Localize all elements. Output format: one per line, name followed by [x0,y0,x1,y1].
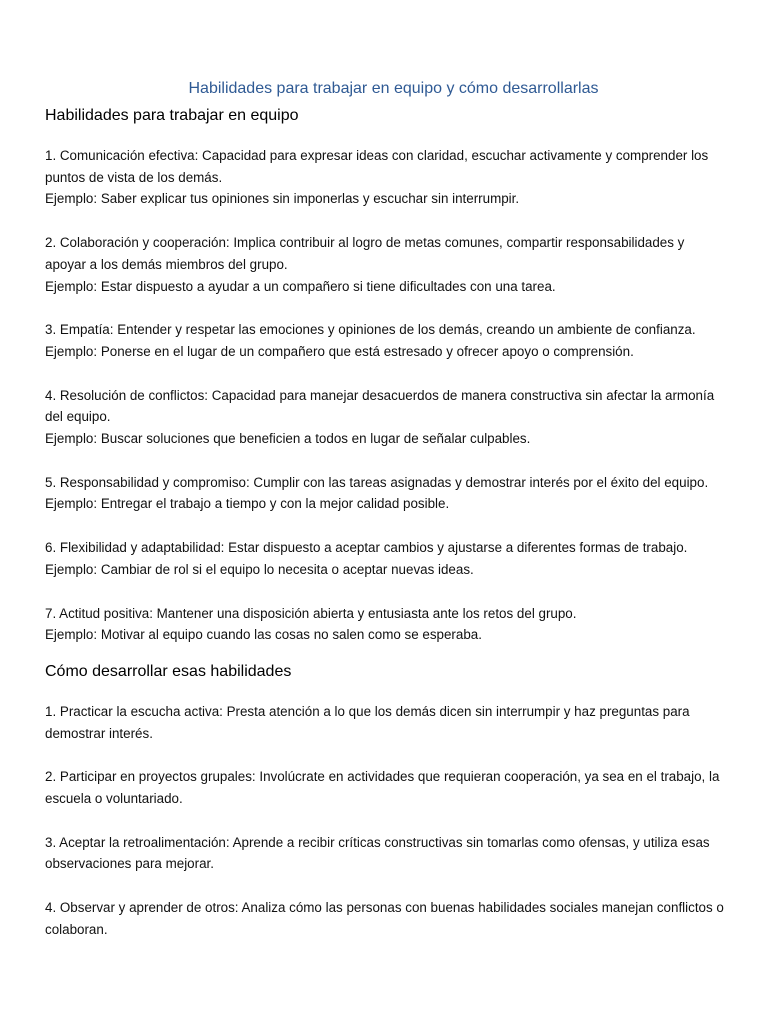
development-description: 4. Observar y aprender de otros: Analiza cómo las personas con buenas habilidades sociales manejan conflictos o colaboran. [45,900,724,937]
development-description: 3. Aceptar la retroalimentación: Aprende a recibir críticas constructivas sin tomarlas como ofensas, y utiliza esas observaciones para mejorar. [45,834,710,872]
development-item [45,701,724,744]
development-item [45,766,724,809]
skill-item [45,537,724,580]
skill-description: 6. Flexibilidad y adaptabilidad: Estar dispuesto a aceptar cambios y ajustarse a diferentes formas de trabajo. [45,540,688,556]
skill-item [45,385,724,450]
development-item [45,832,724,875]
development-description: 1. Practicar la escucha activa: Presta atención a lo que los demás dicen sin interrumpir y haz preguntas para demostrar interés. [45,703,690,741]
section-heading-development: Cómo desarrollar esas habilidades [45,662,292,680]
skill-example: Ejemplo: Saber explicar tus opiniones sin imponerlas y escuchar sin interrumpir. [45,191,520,207]
document-title: Habilidades para trabajar en equipo y cómo desarrollarlas [188,80,599,97]
skills-list [45,145,724,646]
development-description: 2. Participar en proyectos grupales: Involúcrate en actividades que requieran cooperación, ya sea en el trabajo, la escuela o voluntariado. [45,769,720,807]
skill-description: 1. Comunicación efectiva: Capacidad para expresar ideas con claridad, escuchar activamente y comprender los puntos de vista de los demás. [45,148,709,185]
skill-description: 2. Colaboración y cooperación: Implica contribuir al logro de metas comunes, compartir responsabilidades y apoyar a los demás miembros del grupo. [45,235,685,272]
skill-example: Ejemplo: Buscar soluciones que beneficien a todos en lugar de señalar culpables. [45,431,531,447]
skill-description: 7. Actitud positiva: Mantener una disposición abierta y entusiasta ante los retos del grupo. [45,605,577,621]
development-list [45,701,724,941]
skill-item [45,232,724,297]
skill-description: 5. Responsabilidad y compromiso: Cumplir con las tareas asignadas y demostrar interés por el éxito del equipo. [45,474,709,490]
skill-item [45,472,724,515]
section-heading-skills: Habilidades para trabajar en equipo [45,107,299,124]
skill-example: Ejemplo: Cambiar de rol si el equipo lo necesita o aceptar nuevas ideas. [45,561,474,577]
skill-example: Ejemplo: Ponerse en el lugar de un compañero que está estresado y ofrecer apoyo o comprensión. [45,343,634,359]
skill-description: 3. Empatía: Entender y respetar las emociones y opiniones de los demás, creando un ambiente de confianza. [45,322,696,338]
skill-example: Ejemplo: Entregar el trabajo a tiempo y con la mejor calidad posible. [45,496,450,512]
skill-example: Ejemplo: Motivar al equipo cuando las cosas no salen como se esperaba. [45,627,482,643]
skill-description: 4. Resolución de conflictos: Capacidad para manejar desacuerdos de manera constructiva sin afectar la armonía del equipo. [45,387,715,425]
skill-item [45,319,724,362]
development-item [45,897,724,940]
skill-item [45,603,724,646]
skill-item [45,145,724,210]
skill-example: Ejemplo: Estar dispuesto a ayudar a un compañero si tiene dificultades con una tarea. [45,278,556,294]
